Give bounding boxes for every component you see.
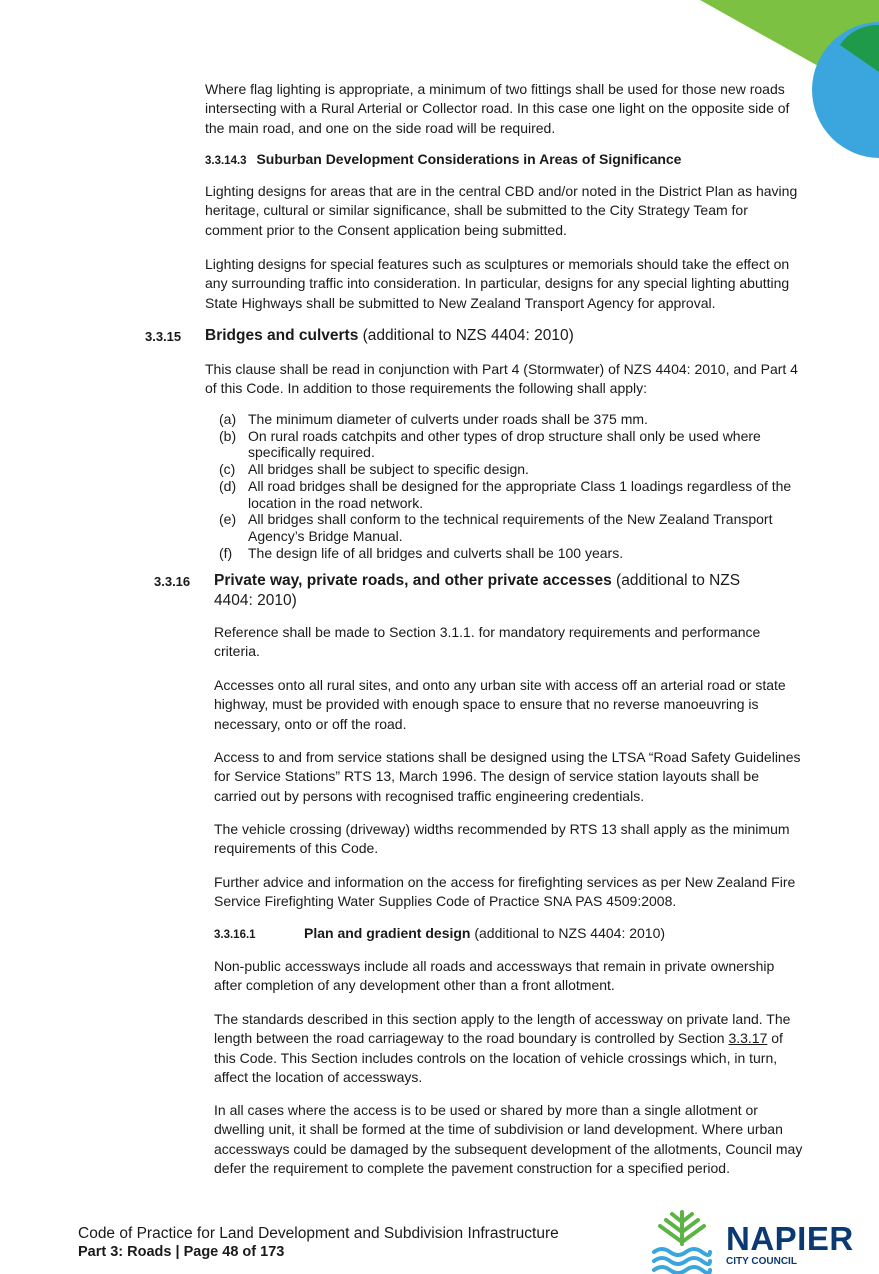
section-suffix: (additional to NZS 4404: 2010) [214, 572, 741, 609]
paragraph-standards: The standards described in this section apply to the length of accessway on private land. The length between the road carriageway to the road boundary is controlled by Section 3.3.17 of this Code. This Section includes controls on the location of vehicle crossings which, in turn, affect the location of accessways. [214, 1011, 791, 1086]
subsection-title: Suburban Development Considerations in Areas of Significance [256, 151, 682, 167]
footer-document-title: Code of Practice for Land Development and Subdivision Infrastructure [78, 1225, 559, 1242]
paragraph-non-public: Non-public accessways include all roads and accessways that remain in private ownership after completion of any development other than a front allotment. [214, 958, 775, 994]
subsection-title: Plan and gradient design [304, 925, 471, 941]
section-link[interactable]: 3.3.17 [728, 1030, 768, 1047]
list-item: (b) On rural roads catchpits and other types of drop structure shall only be used where specifically required. [219, 427, 761, 461]
section-title: Private way, private roads, and other private accesses [214, 572, 612, 589]
paragraph-special-features: Lighting designs for special features such as sculptures or memorials should take the effect on any surrounding traffic into consideration. In particular, designs for any special lighting abutting State Highways shall be submitted to New Zealand Transport Agency for approval. [205, 256, 790, 311]
list-item: (f) The design life of all bridges and culverts shall be 100 years. [219, 544, 624, 561]
paragraph-cbd-lighting: Lighting designs for areas that are in the central CBD and/or noted in the District Plan as having heritage, cultural or similar significance, shall be submitted to the City Strategy Team for comment prior to the Consent application being submitted. [205, 183, 798, 238]
napier-logo-text: NAPIER CITY COUNCIL [726, 1220, 854, 1267]
paragraph-bridges-intro: This clause shall be read in conjunction with Part 4 (Stormwater) of NZS 4404: 2010, and Part 4 of this Code. In addition to those requirements the following shall apply: [205, 361, 798, 397]
footer-page-info: Part 3: Roads | Page 48 of 173 [78, 1244, 285, 1260]
subsection-number: 3.3.16.1 [214, 929, 256, 941]
subsection-heading-3-3-16-1 [214, 924, 804, 945]
list-item: (d) All road bridges shall be designed for the appropriate Class 1 loadings regardless of the location in the road network. [219, 477, 792, 511]
napier-logo-icon [650, 1208, 714, 1274]
paragraph-service-stations: Access to and from service stations shall be designed using the LTSA “Road Safety Guidelines for Service Stations” RTS 13, March 1996. The design of service station layouts shall be carried out by persons with recognised traffic engineering credentials. [214, 749, 801, 804]
paragraph-shared-access: In all cases where the access is to be used or shared by more than a single allotment or dwelling unit, it shall be formed at the time of subdivision or land development. Where urban accessways could be damaged by the subsequent development of the allotments, Council may defer the requirement to complete the pavement construction for a specified period. [214, 1102, 803, 1177]
subsection-suffix: (additional to NZS 4404: 2010) [470, 925, 666, 941]
list-item: (c) All bridges shall be subject to specific design. [219, 461, 529, 478]
section-title: Bridges and culverts [205, 327, 359, 344]
list-item: (a) The minimum diameter of culverts under roads shall be 375 mm. [219, 411, 648, 427]
section-number: 3.3.15 [145, 329, 182, 344]
paragraph-flag-lighting: Where flag lighting is appropriate, a minimum of two fittings shall be used for those new roads intersecting with a Rural Arterial or Collector road. In this case one light on the opposite side of the main road, and one on the side road will be required. [205, 81, 790, 136]
list-item: (e) All bridges shall conform to the technical requirements of the New Zealand Transport Agency’s Bridge Manual. [219, 511, 773, 544]
paragraph-firefighting: Further advice and information on the access for firefighting services as per New Zealand Fire Service Firefighting Water Supplies Code of Practice SNA PAS 4509:2008. [214, 874, 796, 910]
paragraph-vehicle-crossing: The vehicle crossing (driveway) widths recommended by RTS 13 shall apply as the minimum requirements of this Code. [214, 821, 790, 857]
section-number: 3.3.16 [154, 574, 191, 589]
subsection-number: 3.3.14.3 [205, 155, 247, 167]
subsection-heading-3-3-14-3 [205, 150, 681, 171]
bridge-requirements-list [219, 411, 799, 561]
section-suffix: (additional to NZS 4404: 2010) [358, 327, 574, 344]
paragraph-reference: Reference shall be made to Section 3.1.1. for mandatory requirements and performance criteria. [214, 624, 761, 660]
paragraph-accesses: Accesses onto all rural sites, and onto any urban site with access off an arterial road or state highway, must be provided with enough space to ensure that no reverse manoeuvring is necessary, onto or off the road. [214, 677, 786, 732]
